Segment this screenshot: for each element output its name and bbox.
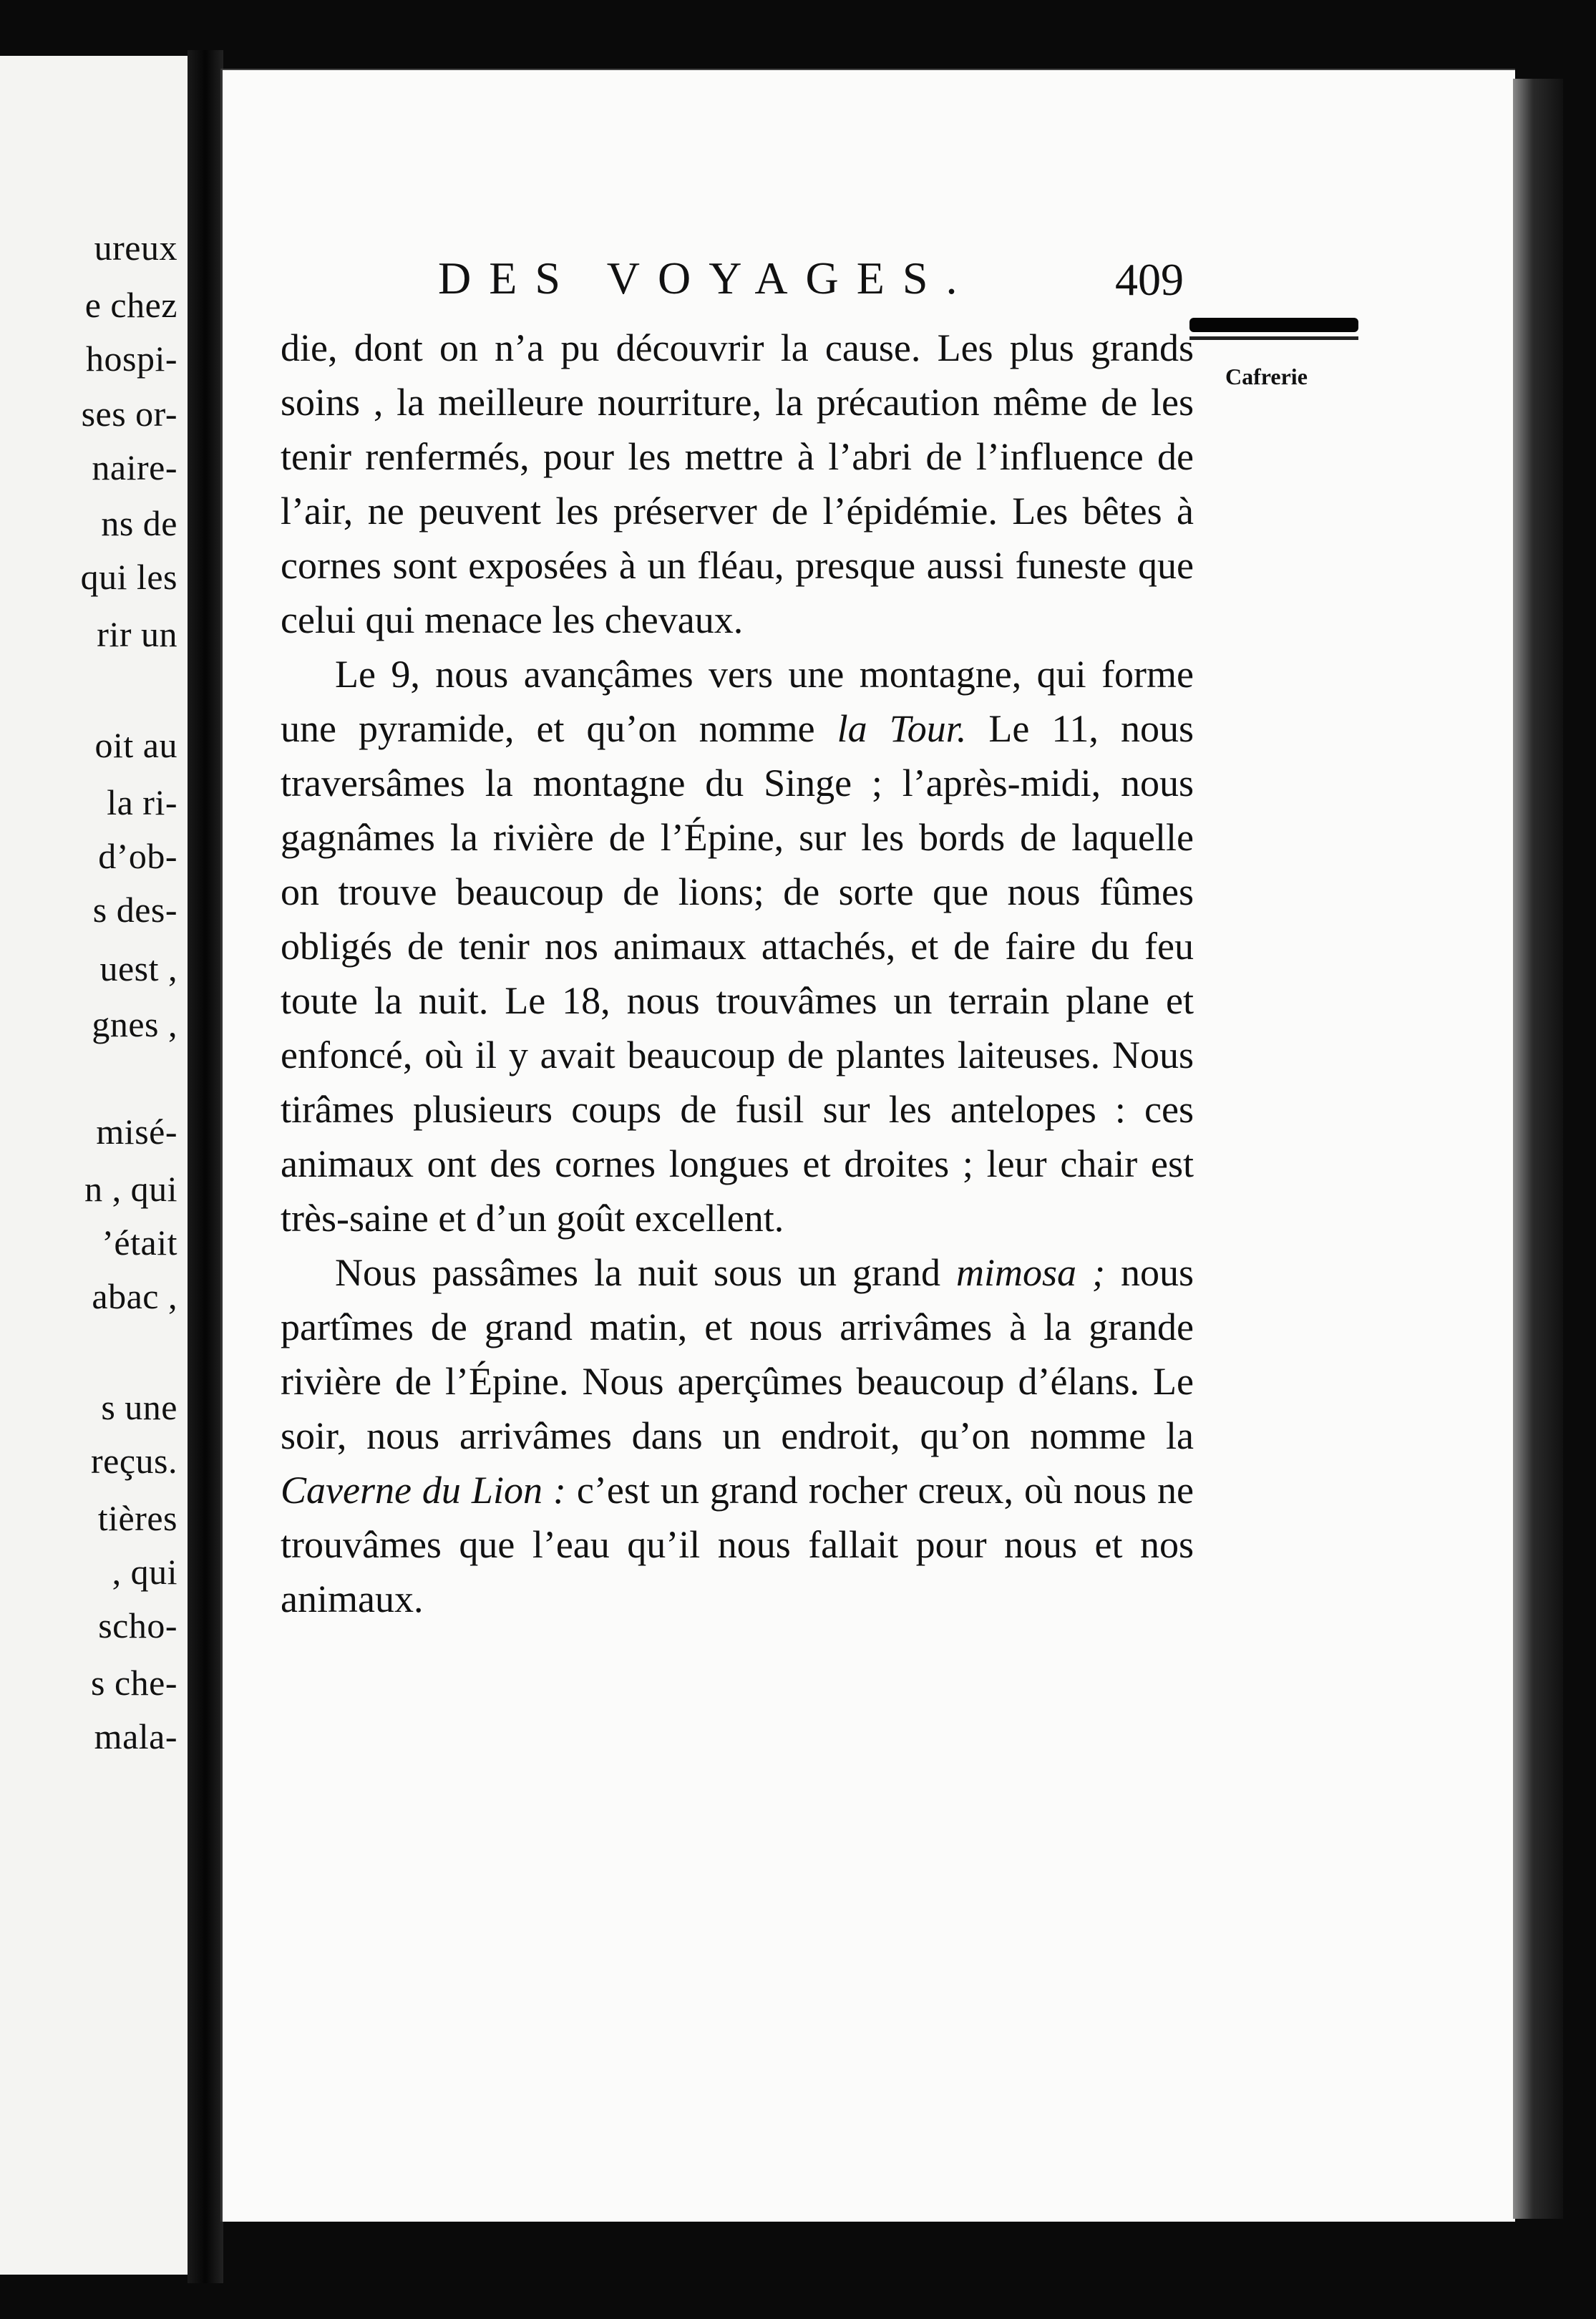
left-page-fragment: e chez	[84, 285, 177, 325]
paragraph-2-text-b: Le 11, nous traversâmes la montagne du Singe ; l’après-midi, nous gagnâmes la rivière de l’Épine, sur les bords de laquelle on trouve beaucoup de lions; de sorte que nous fûmes obligés de tenir nos animaux attachés, et de faire du feu toute la nuit. Le 18, nous trouvâmes un terrain plane et enfoncé, où il y avait beaucoup de plantes laiteuses. Nous tirâmes plusieurs coups de fusil sur les antelopes : ces animaux ont des cornes longues et droites ; leur chair est très-saine et d’un goût excellent.	[281, 707, 1194, 1240]
margin-rule	[1189, 318, 1358, 332]
place-name-italic: la Tour.	[837, 707, 967, 750]
left-page-fragment: uest ,	[99, 948, 177, 988]
running-head: DES VOYAGES.	[438, 253, 975, 303]
page-edge-right	[1513, 79, 1563, 2219]
left-page-fragment: la ri-	[107, 782, 177, 822]
paragraph-1-text: die, dont on n’a pu découvrir la cause. Les plus grands soins , la meilleure nourriture, la précaution même de les tenir renfermés, pour les mettre à l’abri de l’influence de l’air, ne peuvent les préserver de l’épidémie. Les bêtes à cornes sont exposées à un fléau, presque aussi funeste que celui qui menace les chevaux.	[281, 326, 1194, 641]
left-page-fragment: s une	[101, 1387, 177, 1427]
left-page-fragment: hospi-	[86, 339, 177, 379]
margin-note: Cafrerie	[1225, 364, 1308, 389]
cave-name-italic: Caverne du Lion :	[281, 1469, 566, 1512]
paragraph-2	[281, 647, 1194, 1245]
left-page-fragment: abac ,	[92, 1276, 177, 1316]
left-page-fragment: mala-	[94, 1716, 177, 1756]
left-page-fragment: s che-	[91, 1663, 177, 1703]
left-page-fragment: ns de	[101, 503, 177, 543]
left-page-fragment: scho-	[98, 1605, 177, 1645]
left-page-fragment: oit au	[94, 725, 177, 765]
facing-page-left	[0, 56, 190, 2275]
left-page-fragment: rir un	[97, 614, 177, 654]
paragraph-1	[281, 321, 1194, 647]
left-page-fragment: gnes ,	[92, 1004, 177, 1044]
paragraph-3-text-b: nous partîmes de grand matin, et nous arrivâmes à la grande rivière de l’Épine. Nous aperçûmes beaucoup d’élans. Le soir, nous arrivâmes dans un endroit, qu’on nomme la	[281, 1251, 1194, 1457]
left-page-fragment: reçus.	[91, 1441, 177, 1481]
left-page-fragment: s des-	[92, 890, 177, 930]
plant-name-italic: mimosa ;	[955, 1251, 1105, 1294]
left-page-fragment: , qui	[112, 1552, 177, 1592]
paragraph-3-text-c: c’est un grand rocher creux, où nous ne trouvâmes que l’eau qu’il nous fallait pour nous et nos animaux.	[281, 1469, 1194, 1620]
margin-rule-thin	[1189, 336, 1358, 340]
left-page-fragment: naire-	[92, 447, 177, 487]
paragraph-2-text-a: Le 9, nous avançâmes vers une montagne, qui forme une pyramide, et qu’on nomme	[281, 653, 1194, 750]
page-header	[222, 252, 1210, 309]
page-number: 409	[1115, 254, 1184, 305]
paragraph-3	[281, 1245, 1194, 1626]
left-page-fragment: qui les	[80, 557, 177, 597]
left-page-fragment: n , qui	[84, 1169, 177, 1209]
body-text	[281, 321, 1194, 1626]
left-page-fragment: ureux	[94, 228, 177, 268]
book-gutter	[188, 50, 223, 2283]
left-page-fragment: ses or-	[81, 394, 177, 434]
paragraph-3-text-a: Nous passâmes la nuit sous un grand	[335, 1251, 956, 1294]
left-page-fragment: tières	[97, 1498, 177, 1538]
left-page-fragment: ’était	[102, 1222, 177, 1263]
left-page-fragment: d’ob-	[98, 836, 177, 876]
left-page-fragment: misé-	[96, 1112, 177, 1152]
